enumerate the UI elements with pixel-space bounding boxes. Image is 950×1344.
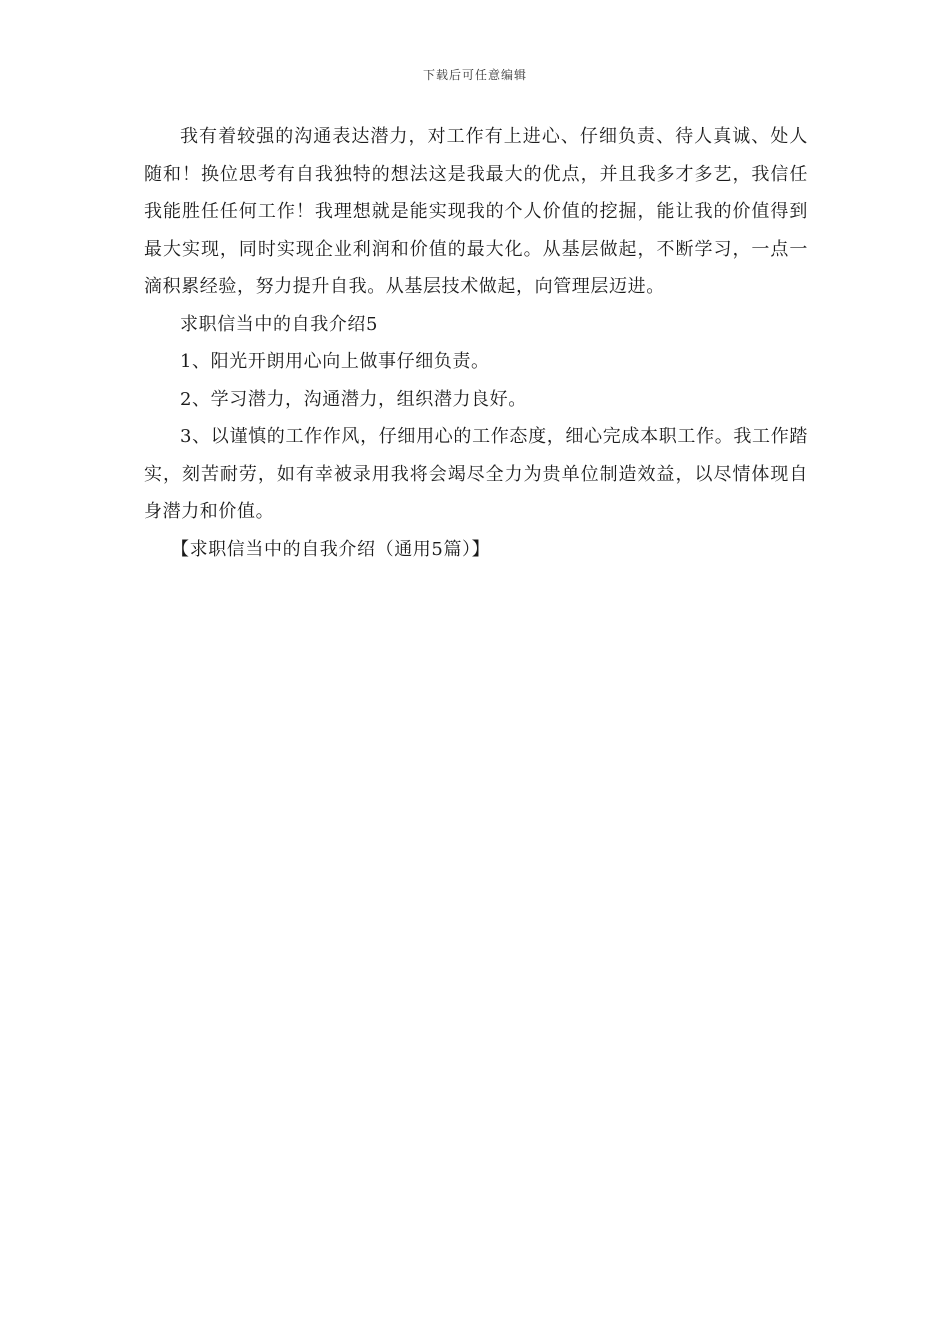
list-item-3: 3、以谨慎的工作作风，仔细用心的工作态度，细心完成本职工作。我工作踏实，刻苦耐劳，如有幸被录用我将会竭尽全力为贵单位制造效益，以尽情体现自身潜力和价值。 xyxy=(144,426,808,522)
document-body xyxy=(144,118,808,568)
list-item-2: 2、学习潜力，沟通潜力，组织潜力良好。 xyxy=(180,388,527,410)
closing-title: 【求职信当中的自我介绍（通用5篇）】 xyxy=(171,538,491,560)
section-heading: 求职信当中的自我介绍5 xyxy=(180,313,379,335)
list-item-1: 1、阳光开朗用心向上做事仔细负责。 xyxy=(180,351,490,372)
body-paragraph-strengths: 我有着较强的沟通表达潜力，对工作有上进心、仔细负责、待人真诚、处人随和！换位思考有自我独特的想法这是我最大的优点，并且我多才多艺，我信任我能胜任任何工作！我理想就是能实现我的个人价值的挖掘，能让我的价值得到最大实现，同时实现企业利润和价值的最大化。从基层做起，不断学习，一点一滴积累经验，努力提升自我。从基层技术做起，向管理层迈进。 xyxy=(144,126,808,297)
page-header-note: 下载后可任意编辑 xyxy=(422,68,527,82)
